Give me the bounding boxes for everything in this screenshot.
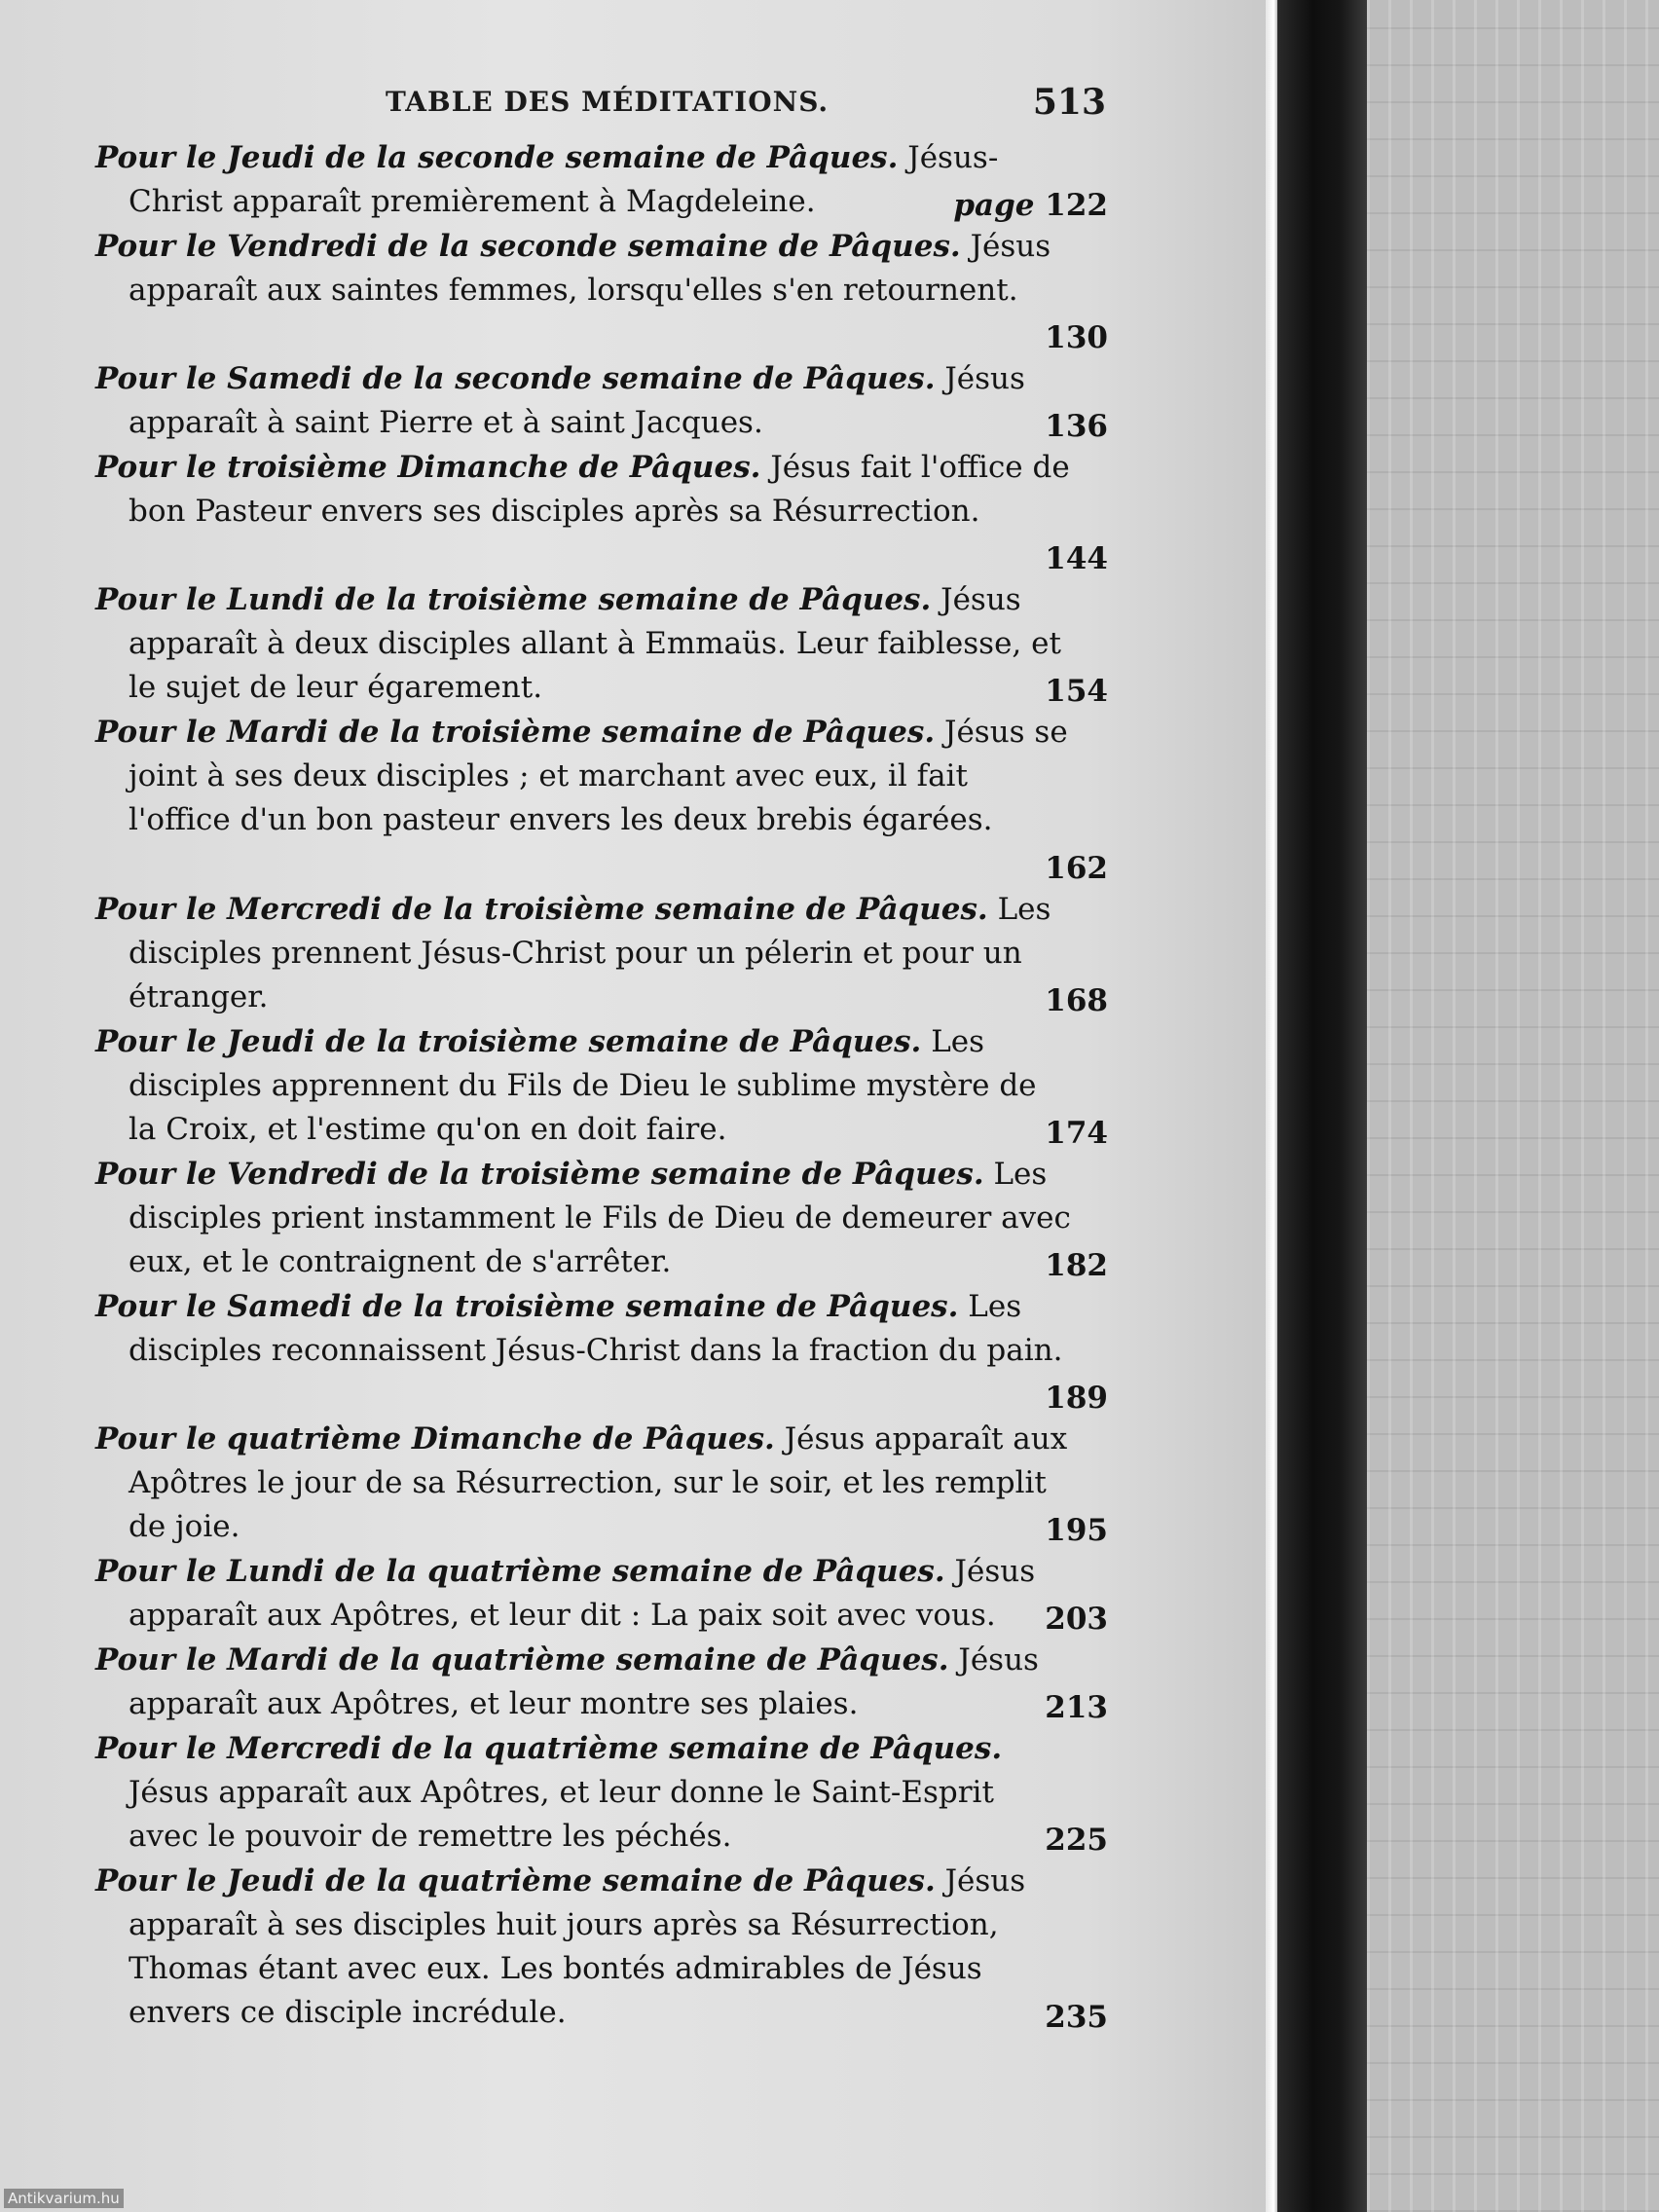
toc-entry xyxy=(95,136,1108,225)
entry-description: Les disciples apprennent du Fils de Dieu le sublime mystère de la Croix, et l'estime qu'on en doit faire. xyxy=(129,1024,1037,1147)
toc-entry xyxy=(95,711,1108,888)
entry-title: Pour le Jeudi de la troisième semaine de Pâques. xyxy=(95,1024,922,1059)
entry-page-number: 225 xyxy=(1045,1823,1108,1858)
table-of-contents xyxy=(95,136,1108,2037)
entry-description: Jésus apparaît aux saintes femmes, lorsqu'elles s'en retournent. xyxy=(129,229,1051,308)
entry-page-number: 162 xyxy=(1045,851,1108,886)
entry-title: Pour le Jeudi de la quatrième semaine de Pâques. xyxy=(95,1863,936,1899)
entry-page-number: 189 xyxy=(1045,1381,1108,1416)
toc-entry xyxy=(95,888,1108,1020)
entry-description: Jésus apparaît aux Apôtres, et leur donne le Saint-Esprit avec le pouvoir de remettre les péchés. xyxy=(129,1775,994,1854)
toc-entry xyxy=(95,1727,1108,1860)
marbled-endpaper xyxy=(1367,0,1659,2212)
toc-entry xyxy=(95,357,1108,446)
entry-title: Pour le Mardi de la quatrième semaine de Pâques. xyxy=(95,1642,949,1677)
entry-title: Pour le Mercredi de la quatrième semaine de Pâques. xyxy=(95,1731,1003,1766)
entry-description: Les disciples prennent Jésus-Christ pour un pélerin et pour un étranger. xyxy=(129,892,1051,1014)
entry-description: Jésus apparaît à saint Pierre et à saint Jacques. xyxy=(129,361,1025,440)
page-title: TABLE DES MÉDITATIONS. xyxy=(386,86,830,118)
entry-title: Pour le Vendredi de la seconde semaine de Pâques. xyxy=(95,229,961,264)
page-header xyxy=(386,82,1106,125)
entry-page-number: 203 xyxy=(1045,1602,1108,1637)
entry-title: Pour le troisième Dimanche de Pâques. xyxy=(95,450,761,485)
entry-page-number: 168 xyxy=(1045,983,1108,1018)
entry-page-number: 195 xyxy=(1045,1513,1108,1548)
toc-entry xyxy=(95,1860,1108,2037)
toc-entry xyxy=(95,1285,1108,1418)
entry-description: Jésus apparaît à ses disciples huit jours après sa Résurrection, Thomas étant avec eux. Les bontés admirables de Jésus envers ce disciple incrédule. xyxy=(129,1863,1026,2030)
page-number: 513 xyxy=(1032,82,1106,123)
entry-title: Pour le Mardi de la troisième semaine de Pâques. xyxy=(95,715,936,750)
toc-entry xyxy=(95,1639,1108,1727)
entry-description: Jésus apparaît aux Apôtres le jour de sa Résurrection, sur le soir, et les remplit de joie. xyxy=(129,1421,1068,1544)
toc-entry xyxy=(95,578,1108,711)
entry-title: Pour le Jeudi de la seconde semaine de Pâques. xyxy=(95,140,899,175)
entry-page-number: 130 xyxy=(1045,320,1108,355)
toc-entry xyxy=(95,225,1108,357)
entry-description: Jésus apparaît aux Apôtres, et leur montre ses plaies. xyxy=(129,1642,1039,1721)
entry-description: Jésus fait l'office de bon Pasteur envers ses disciples après sa Résurrection. xyxy=(129,450,1070,529)
entry-description: Jésus apparaît à deux disciples allant à Emmaüs. Leur faiblesse, et le sujet de leur égarement. xyxy=(129,582,1061,705)
entry-description: Les disciples prient instamment le Fils de Dieu de demeurer avec eux, et le contraignent de s'arrêter. xyxy=(129,1157,1071,1279)
entry-title: Pour le Lundi de la troisième semaine de Pâques. xyxy=(95,582,932,617)
toc-entry xyxy=(95,1550,1108,1639)
entry-page-number: 182 xyxy=(1045,1248,1108,1283)
entry-description: Les disciples reconnaissent Jésus-Christ dans la fraction du pain. xyxy=(129,1289,1063,1368)
entry-title: Pour le Samedi de la seconde semaine de Pâques. xyxy=(95,361,936,396)
toc-entry xyxy=(95,1418,1108,1550)
entry-description: Jésus-Christ apparaît premièrement à Magdeleine. xyxy=(129,140,999,219)
entry-title: Pour le Vendredi de la troisième semaine de Pâques. xyxy=(95,1157,984,1192)
entry-page-number: 213 xyxy=(1045,1690,1108,1725)
entry-description: Jésus apparaît aux Apôtres, et leur dit : La paix soit avec vous. xyxy=(129,1554,1036,1633)
watermark: Antikvarium.hu xyxy=(4,2189,124,2208)
book-gutter xyxy=(1277,0,1367,2212)
page-word: page xyxy=(953,188,1035,223)
entry-page-number: 136 xyxy=(1045,409,1108,444)
entry-page-number: 154 xyxy=(1045,674,1108,709)
toc-entry xyxy=(95,446,1108,578)
entry-page-number: 235 xyxy=(1045,2000,1108,2035)
entry-title: Pour le quatrième Dimanche de Pâques. xyxy=(95,1421,775,1456)
entry-page-number: 122 xyxy=(1045,188,1108,223)
entry-title: Pour le Samedi de la troisième semaine de Pâques. xyxy=(95,1289,959,1324)
toc-entry xyxy=(95,1153,1108,1285)
entry-description: Jésus se joint à ses deux disciples ; et marchant avec eux, il fait l'office d'un bon pasteur envers les deux brebis égarées. xyxy=(129,715,1068,837)
toc-entry xyxy=(95,1020,1108,1153)
entry-title: Pour le Lundi de la quatrième semaine de Pâques. xyxy=(95,1554,945,1589)
entry-page-number: 174 xyxy=(1045,1116,1108,1151)
entry-title: Pour le Mercredi de la troisième semaine de Pâques. xyxy=(95,892,988,927)
entry-page-number: 144 xyxy=(1045,541,1108,576)
